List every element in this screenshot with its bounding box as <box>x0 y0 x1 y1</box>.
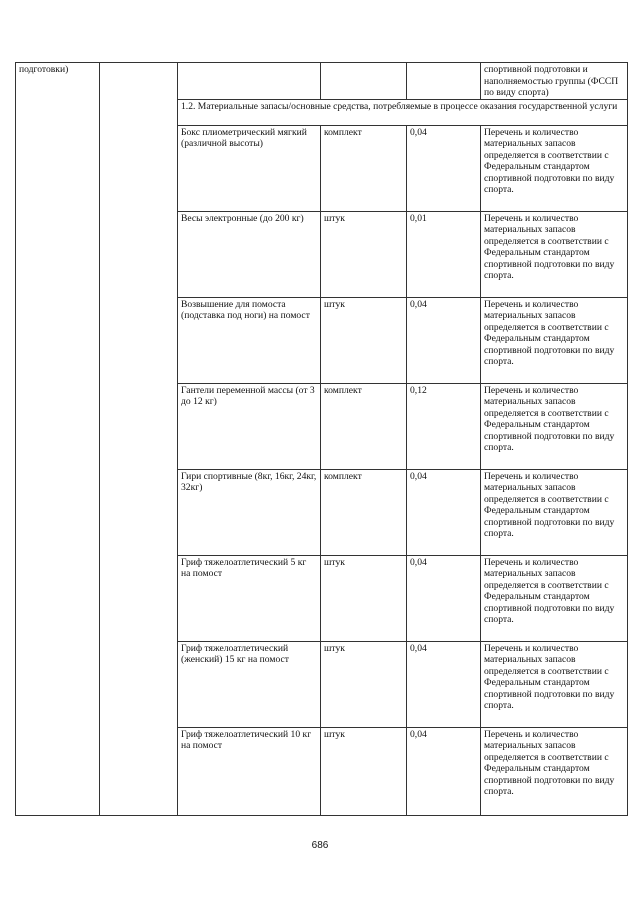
item-unit: комплект <box>321 469 407 555</box>
item-qty: 0,04 <box>407 727 481 815</box>
item-qty: 0,04 <box>407 297 481 383</box>
item-name: Гири спортивные (8кг, 16кг, 24кг, 32кг) <box>178 469 321 555</box>
item-unit: штук <box>321 727 407 815</box>
item-note: Перечень и количество материальных запасов определяется в соответствии с Федеральным стандартом спортивной подготовки по виду спорта. <box>481 383 628 469</box>
materials-table <box>15 62 628 816</box>
table-row <box>16 63 628 100</box>
item-name: Весы электронные (до 200 кг) <box>178 211 321 297</box>
item-name: Гриф тяжелоатлетический (женский) 15 кг на помост <box>178 641 321 727</box>
item-note: Перечень и количество материальных запасов определяется в соответствии с Федеральным стандартом спортивной подготовки по виду спорта. <box>481 297 628 383</box>
first-column-cell: подготовки) <box>16 63 100 816</box>
item-qty: 0,12 <box>407 383 481 469</box>
item-name: Гантели переменной массы (от 3 до 12 кг) <box>178 383 321 469</box>
item-qty: 0,04 <box>407 641 481 727</box>
item-name: Бокс плиометрический мягкий (различной высоты) <box>178 125 321 211</box>
item-note: Перечень и количество материальных запасов определяется в соответствии с Федеральным стандартом спортивной подготовки по виду спорта. <box>481 727 628 815</box>
section-title: 1.2. Материальные запасы/основные средства, потребляемые в процессе оказания государственной услуги <box>178 99 628 125</box>
item-name: Возвышение для помоста (подставка под ноги) на помост <box>178 297 321 383</box>
item-note: Перечень и количество материальных запасов определяется в соответствии с Федеральным стандартом спортивной подготовки по виду спорта. <box>481 469 628 555</box>
top-note-cell: спортивной подготовки и наполняемостью группы (ФССП по виду спорта) <box>481 63 628 100</box>
item-note: Перечень и количество материальных запасов определяется в соответствии с Федеральным стандартом спортивной подготовки по виду спорта. <box>481 125 628 211</box>
page-number: 686 <box>311 840 329 851</box>
item-note: Перечень и количество материальных запасов определяется в соответствии с Федеральным стандартом спортивной подготовки по виду спорта. <box>481 211 628 297</box>
item-unit: комплект <box>321 125 407 211</box>
item-unit: штук <box>321 555 407 641</box>
item-name: Гриф тяжелоатлетический 5 кг на помост <box>178 555 321 641</box>
item-note: Перечень и количество материальных запасов определяется в соответствии с Федеральным стандартом спортивной подготовки по виду спорта. <box>481 641 628 727</box>
item-unit: штук <box>321 641 407 727</box>
second-column-cell <box>100 63 178 816</box>
item-qty: 0,01 <box>407 211 481 297</box>
item-note: Перечень и количество материальных запасов определяется в соответствии с Федеральным стандартом спортивной подготовки по виду спорта. <box>481 555 628 641</box>
item-qty: 0,04 <box>407 555 481 641</box>
item-qty: 0,04 <box>407 125 481 211</box>
item-unit: штук <box>321 297 407 383</box>
item-qty: 0,04 <box>407 469 481 555</box>
item-unit: комплект <box>321 383 407 469</box>
item-name: Гриф тяжелоатлетический 10 кг на помост <box>178 727 321 815</box>
item-unit: штук <box>321 211 407 297</box>
